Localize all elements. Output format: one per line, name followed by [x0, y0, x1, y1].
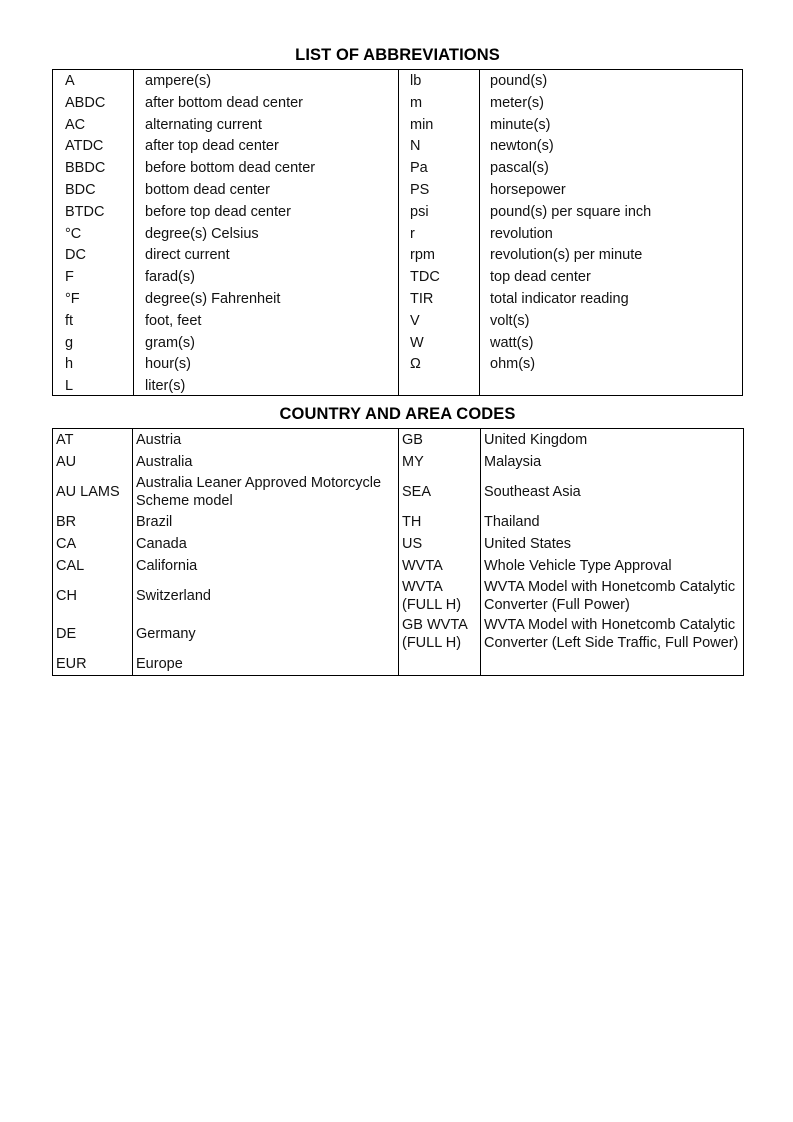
abbreviation-code: W	[410, 334, 424, 351]
country-name: Switzerland	[133, 577, 399, 615]
abbreviation-code: PS	[410, 181, 430, 198]
abbreviation-meaning: minute(s)	[490, 116, 551, 133]
abbreviation-meaning: revolution(s) per minute	[490, 247, 643, 264]
country-code: DE	[53, 615, 133, 653]
abbreviation-code: min	[410, 116, 434, 133]
country-codes-table	[52, 428, 744, 676]
abbreviation-code: °F	[65, 290, 80, 307]
abbreviation-meaning: horsepower	[490, 181, 566, 198]
country-code: BR	[53, 511, 133, 533]
country-name: Brazil	[133, 511, 399, 533]
abbreviation-code: A	[65, 73, 75, 89]
country-code: EUR	[53, 653, 133, 676]
abbreviation-meaning: after bottom dead center	[145, 94, 303, 111]
country-code-row	[53, 511, 744, 533]
country-code: WVTA (FULL H)	[399, 577, 481, 615]
abbreviations-table	[52, 69, 743, 396]
column-divider	[398, 70, 399, 395]
abbreviation-meaning: bottom dead center	[145, 181, 270, 198]
country-code-row	[53, 451, 744, 473]
abbreviation-code: g	[65, 334, 74, 351]
abbreviation-meaning: hour(s)	[145, 356, 191, 373]
country-code: CH	[53, 577, 133, 615]
abbreviation-meaning: farad(s)	[145, 269, 195, 286]
abbreviation-code: AC	[65, 116, 86, 133]
country-code	[399, 653, 481, 676]
abbr-right-code-column	[410, 71, 440, 376]
abbreviation-code: °C	[65, 225, 82, 242]
abbreviation-code: rpm	[410, 247, 435, 264]
country-name: Thailand	[481, 511, 744, 533]
abbreviation-meaning: alternating current	[145, 116, 262, 133]
abbreviation-code: lb	[410, 73, 422, 89]
abbreviation-meaning: revolution	[490, 225, 553, 242]
abbreviation-meaning: liter(s)	[145, 378, 186, 395]
country-name: California	[133, 555, 399, 577]
abbreviation-code: psi	[410, 203, 429, 220]
country-code-row	[53, 653, 744, 676]
abbreviation-code: N	[410, 138, 421, 155]
country-name: Southeast Asia	[481, 473, 744, 511]
country-code: AT	[53, 429, 133, 452]
abbreviation-meaning: watt(s)	[490, 334, 534, 351]
country-code-row	[53, 555, 744, 577]
country-code: AU LAMS	[53, 473, 133, 511]
country-code-row	[53, 429, 744, 452]
abbreviation-meaning: pound(s)	[490, 73, 548, 89]
country-name: Germany	[133, 615, 399, 653]
abbreviation-meaning: newton(s)	[490, 138, 554, 155]
country-name: WVTA Model with Honetcomb Catalytic Converter (Full Power)	[481, 577, 744, 615]
abbreviation-meaning: foot, feet	[145, 312, 202, 329]
abbreviation-meaning: total indicator reading	[490, 290, 629, 307]
country-code: AU	[53, 451, 133, 473]
abbreviation-meaning: volt(s)	[490, 312, 530, 329]
abbr-right-meaning-column	[490, 71, 651, 376]
abbreviation-code: Pa	[410, 160, 428, 177]
country-name: Whole Vehicle Type Approval	[481, 555, 744, 577]
country-code: WVTA	[399, 555, 481, 577]
abbreviation-code: L	[65, 378, 74, 395]
country-name: Austria	[133, 429, 399, 452]
abbreviation-code: V	[410, 312, 420, 329]
country-code: CAL	[53, 555, 133, 577]
country-code: SEA	[399, 473, 481, 511]
country-name: United States	[481, 533, 744, 555]
abbreviation-code: r	[410, 225, 415, 242]
abbreviation-meaning: degree(s) Celsius	[145, 225, 259, 242]
country-codes-title: COUNTRY AND AREA CODES	[279, 405, 516, 423]
country-name	[481, 653, 744, 676]
country-name: Malaysia	[481, 451, 744, 473]
abbreviation-code: TIR	[410, 290, 434, 307]
country-name: Europe	[133, 653, 399, 676]
abbreviation-code: TDC	[410, 269, 440, 286]
abbreviation-code: ft	[65, 312, 74, 329]
country-code: US	[399, 533, 481, 555]
country-name: United Kingdom	[481, 429, 744, 452]
country-code: GB	[399, 429, 481, 452]
abbr-left-meaning-column	[145, 71, 315, 398]
abbreviation-code: h	[65, 356, 74, 373]
abbreviation-meaning: pascal(s)	[490, 160, 549, 177]
abbreviation-code: Ω	[410, 356, 421, 373]
abbreviation-code: ABDC	[65, 94, 106, 111]
abbreviation-meaning: top dead center	[490, 269, 591, 286]
abbr-left-code-column	[65, 71, 105, 398]
abbreviation-code: BDC	[65, 181, 96, 198]
country-code: GB WVTA (FULL H)	[399, 615, 481, 653]
abbreviation-meaning: meter(s)	[490, 94, 544, 111]
abbreviation-code: BTDC	[65, 203, 105, 220]
country-name: WVTA Model with Honetcomb Catalytic Converter (Left Side Traffic, Full Power)	[481, 615, 744, 653]
country-code: CA	[53, 533, 133, 555]
country-code-row	[53, 473, 744, 511]
abbreviation-meaning: before bottom dead center	[145, 160, 316, 177]
abbreviation-meaning: ampere(s)	[145, 73, 212, 89]
column-divider	[133, 70, 134, 395]
abbreviation-code: F	[65, 269, 74, 286]
abbreviation-meaning: direct current	[145, 247, 230, 264]
country-name: Australia Leaner Approved Motorcycle Scheme model	[133, 473, 399, 511]
country-code-row	[53, 615, 744, 653]
abbreviation-code: DC	[65, 247, 86, 264]
abbreviation-meaning: degree(s) Fahrenheit	[145, 290, 281, 307]
country-name: Australia	[133, 451, 399, 473]
abbreviations-title: LIST OF ABBREVIATIONS	[295, 46, 500, 64]
abbreviation-meaning: ohm(s)	[490, 356, 536, 373]
country-code-row	[53, 577, 744, 615]
country-code: MY	[399, 451, 481, 473]
abbreviation-meaning: after top dead center	[145, 138, 279, 155]
abbreviation-code: m	[410, 94, 423, 111]
abbreviation-code: BBDC	[65, 160, 106, 177]
country-code-row	[53, 533, 744, 555]
abbreviation-meaning: pound(s) per square inch	[490, 203, 652, 220]
country-code: TH	[399, 511, 481, 533]
abbreviation-meaning: before top dead center	[145, 203, 291, 220]
abbreviation-code: ATDC	[65, 138, 104, 155]
country-name: Canada	[133, 533, 399, 555]
column-divider	[479, 70, 480, 395]
abbreviation-meaning: gram(s)	[145, 334, 195, 351]
